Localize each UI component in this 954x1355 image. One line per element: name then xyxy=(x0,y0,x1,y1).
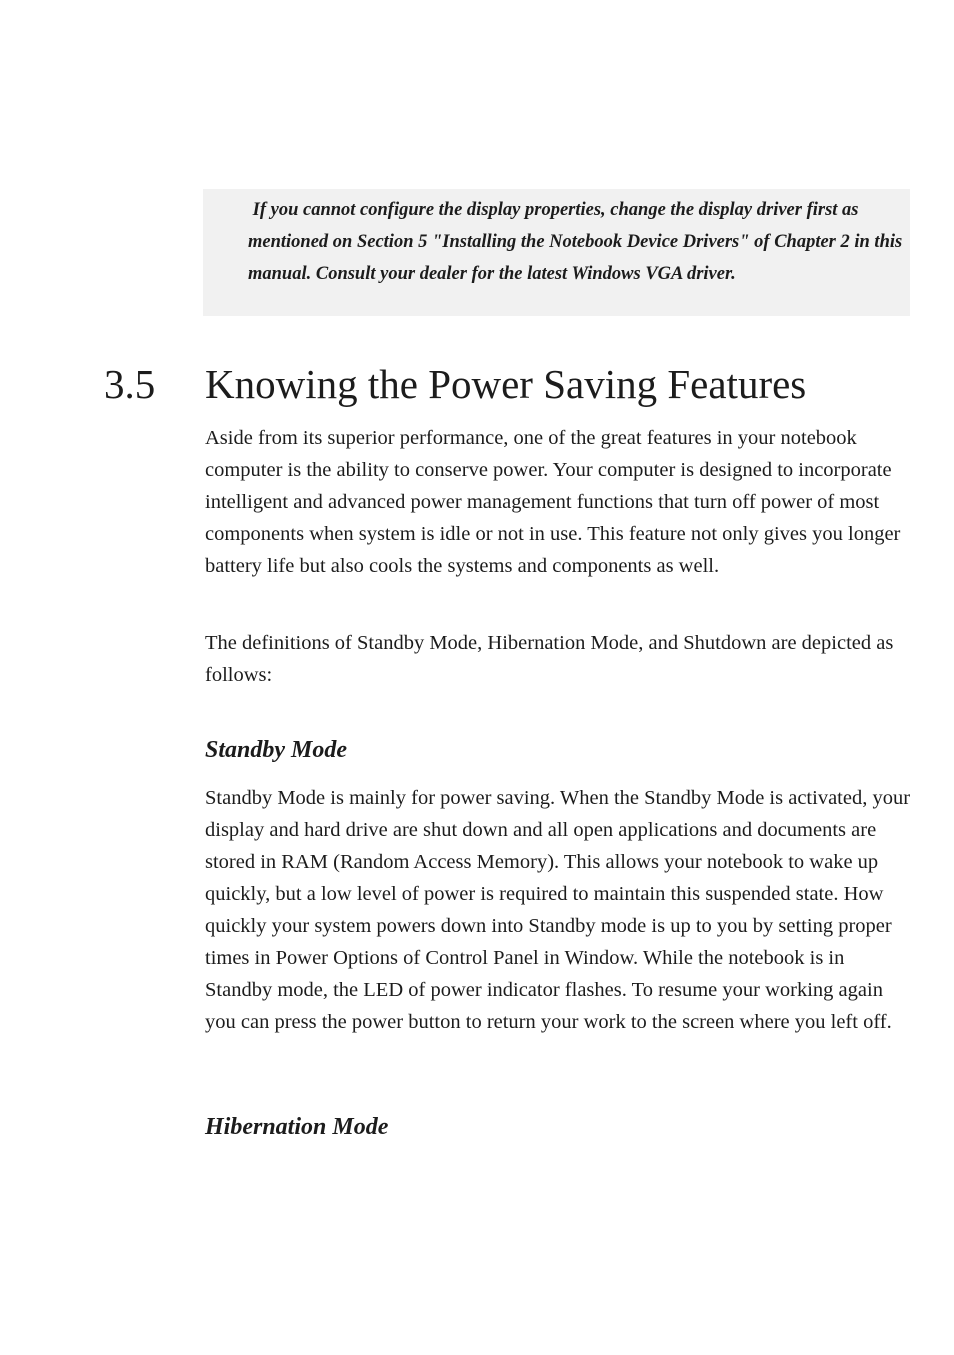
standby-paragraph: Standby Mode is mainly for power saving. When the Standby Mode is activated, your display and hard drive are shut down and all open applications and documents are stored in RAM (Random Access Memory). This allows your notebook to wake up quickly, but a low level of power is required to maintain this suspended state. How quickly your system powers down into Standby mode is up to you by setting proper times in Power Options of Control Panel in Window. While the notebook is in Standby mode, the LED of power indicator flashes. To resume your working again you can press the power button to return your work to the screen where you left off. xyxy=(205,787,911,1033)
note-box xyxy=(203,189,910,316)
note-text: If you cannot configure the display properties, change the display driver first as mentioned on Section 5 "Installing the Notebook Device Drivers" of Chapter 2 in this manual. Consult your dealer for the latest Windows VGA driver. xyxy=(248,200,907,284)
intro-paragraph: Aside from its superior performance, one of the great features in your notebook computer is the ability to conserve power. Your computer is designed to incorporate intelligent and advanced power management functions that turn off power of most components when system is idle or not in use. This feature not only gives you longer battery life but also cools the systems and components as well. xyxy=(205,427,901,577)
section-number: 3.5 xyxy=(104,361,156,407)
section-title: Knowing the Power Saving Features xyxy=(205,361,807,407)
definitions-paragraph: The definitions of Standby Mode, Hibernation Mode, and Shutdown are depicted as follows: xyxy=(205,632,894,686)
hibernation-heading: Hibernation Mode xyxy=(205,1114,389,1140)
standby-heading: Standby Mode xyxy=(205,737,348,763)
